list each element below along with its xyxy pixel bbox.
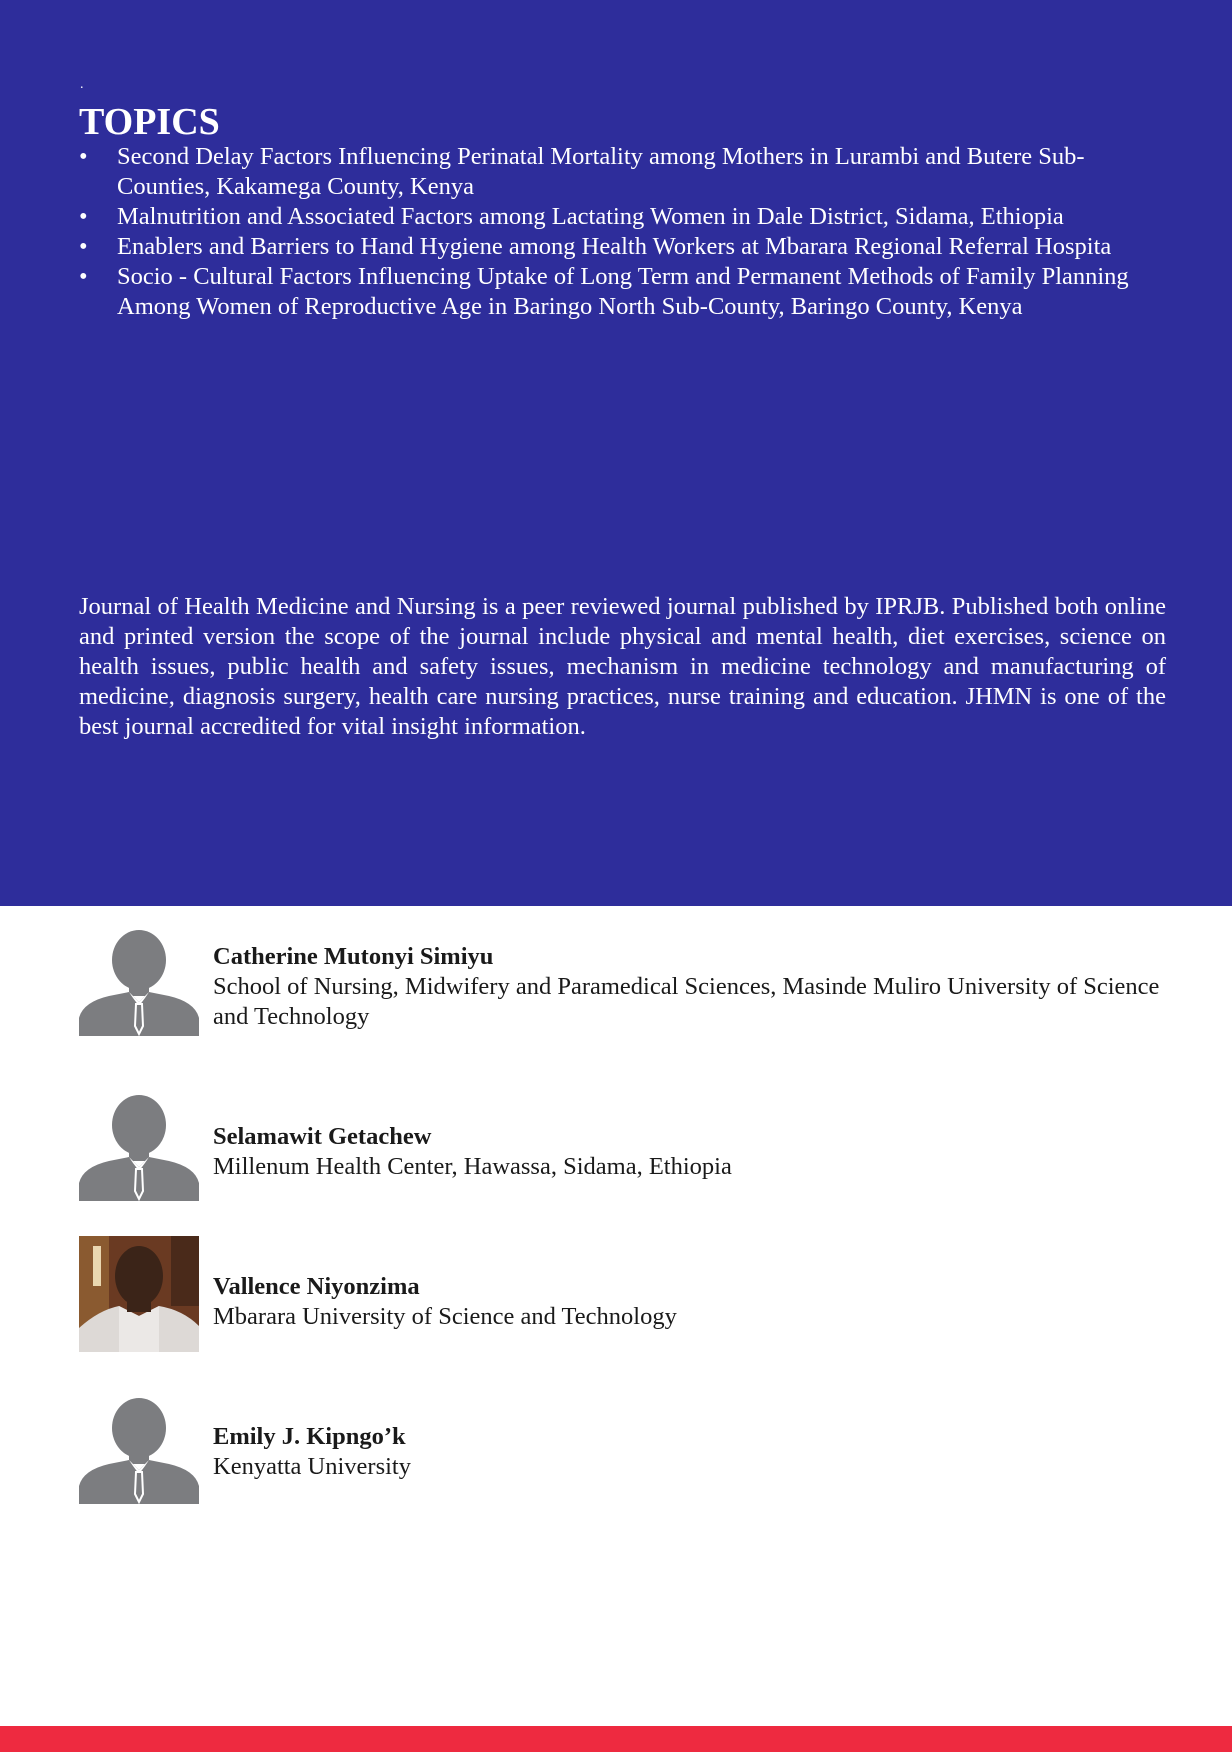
author-name: Catherine Mutonyi Simiyu xyxy=(213,943,494,970)
author-info xyxy=(213,1422,1173,1482)
author-entry xyxy=(79,930,1179,1060)
author-affiliation: School of Nursing, Midwifery and Paramedical Sciences, Masinde Muliro University of Science and Technology xyxy=(213,973,1160,1030)
person-silhouette-icon xyxy=(79,1398,199,1514)
bullet-icon: • xyxy=(79,143,88,170)
author-affiliation: Millenum Health Center, Hawassa, Sidama, Ethiopia xyxy=(213,1153,732,1180)
author-entry xyxy=(79,1398,1179,1528)
topics-list xyxy=(79,142,1166,322)
topic-text: Malnutrition and Associated Factors among Lactating Women in Dale District, Sidama, Ethiopia xyxy=(117,203,1064,230)
author-photo xyxy=(79,1236,199,1352)
topic-item xyxy=(79,262,1166,322)
person-silhouette-icon xyxy=(79,1095,199,1211)
bullet-icon: • xyxy=(79,203,88,230)
stray-dot: . xyxy=(80,77,84,92)
topic-item xyxy=(79,232,1166,262)
topic-text: Enablers and Barriers to Hand Hygiene among Health Workers at Mbarara Regional Referral Hospita xyxy=(117,233,1112,260)
topic-item xyxy=(79,142,1166,202)
author-entry xyxy=(79,1236,1179,1366)
author-name: Emily J. Kipngo’k xyxy=(213,1423,406,1450)
author-name: Vallence Niyonzima xyxy=(213,1273,420,1300)
bullet-icon: • xyxy=(79,263,88,290)
topic-item xyxy=(79,202,1166,232)
author-name: Selamawit Getachew xyxy=(213,1123,432,1150)
author-affiliation: Mbarara University of Science and Technology xyxy=(213,1303,677,1330)
author-info xyxy=(213,1122,1173,1182)
topic-text: Socio - Cultural Factors Influencing Uptake of Long Term and Permanent Methods of Family Planning Among Women of Reproductive Age in Baringo North Sub-County, Baringo County, Kenya xyxy=(117,263,1129,320)
bullet-icon: • xyxy=(79,233,88,260)
author-affiliation: Kenyatta University xyxy=(213,1453,411,1480)
author-info xyxy=(213,1272,1173,1332)
journal-description: Journal of Health Medicine and Nursing is a peer reviewed journal published by IPRJB. Published both online and printed version the scope of the journal include physical and mental health, diet exercises, science on health issues, public health and safety issues, mechanism in medicine technology and manufacturing of medicine, diagnosis surgery, health care nursing practices, nurse training and education. JHMN is one of the best journal accredited for vital insight information. xyxy=(79,593,1166,740)
author-entry xyxy=(79,1095,1179,1225)
author-info xyxy=(213,942,1173,1032)
person-silhouette-icon xyxy=(79,930,199,1046)
topics-heading: TOPICS xyxy=(79,101,220,143)
topic-text: Second Delay Factors Influencing Perinatal Mortality among Mothers in Lurambi and Butere Sub-Counties, Kakamega County, Kenya xyxy=(117,143,1085,200)
footer-bar xyxy=(0,1726,1232,1752)
